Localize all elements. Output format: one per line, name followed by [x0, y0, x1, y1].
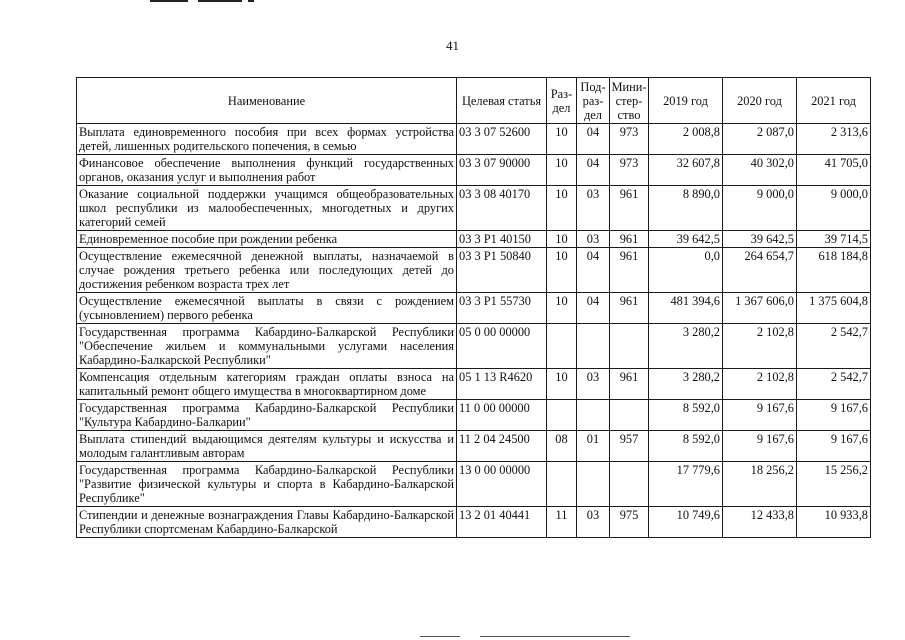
cell-subsection: 03 — [577, 231, 610, 248]
cell-name: Компенсация отдельным категориям граждан оплаты взноса на капитальный ремонт общего имущества в многоквартирном доме — [77, 369, 457, 400]
table-row — [77, 324, 871, 369]
cell-2020: 2 102,8 — [723, 324, 797, 369]
cell-ministry: 973 — [610, 155, 649, 186]
header-target: Целевая статья — [457, 78, 547, 124]
cell-subsection: 01 — [577, 431, 610, 462]
cell-subsection — [577, 324, 610, 369]
cell-subsection: 03 — [577, 186, 610, 231]
cell-2021: 2 313,6 — [797, 124, 871, 155]
header-row — [77, 78, 871, 124]
cell-target: 03 3 07 52600 — [457, 124, 547, 155]
cell-target: 03 3 P1 40150 — [457, 231, 547, 248]
cell-2021: 9 167,6 — [797, 400, 871, 431]
cell-2019: 8 890,0 — [649, 186, 723, 231]
bottom-edge-mark — [480, 636, 630, 637]
cell-target: 03 3 P1 55730 — [457, 293, 547, 324]
cell-subsection: 04 — [577, 293, 610, 324]
cell-2019: 39 642,5 — [649, 231, 723, 248]
cell-subsection — [577, 462, 610, 507]
cell-2020: 12 433,8 — [723, 507, 797, 538]
cell-2021: 39 714,5 — [797, 231, 871, 248]
cell-section: 10 — [547, 186, 577, 231]
page-number: 41 — [446, 38, 459, 53]
cell-target: 05 0 00 00000 — [457, 324, 547, 369]
cell-name: Государственная программа Кабардино-Балкарской Республики "Обеспечение жильем и коммунальными услугами населения Кабардино-Балкарской Республики" — [77, 324, 457, 369]
cell-section: 10 — [547, 231, 577, 248]
cell-ministry: 961 — [610, 369, 649, 400]
cell-name: Осуществление ежемесячной денежной выплаты, назначаемой в случае рождения третьего ребенка или последующих детей до достижения ребенком возраста трех лет — [77, 248, 457, 293]
table-row — [77, 507, 871, 538]
cell-subsection: 03 — [577, 507, 610, 538]
cell-name: Осуществление ежемесячной выплаты в связи с рождением (усыновлением) первого ребенка — [77, 293, 457, 324]
table-row — [77, 186, 871, 231]
top-edge-marks — [150, 0, 300, 3]
cell-name: Государственная программа Кабардино-Балкарской Республики "Культура Кабардино-Балкарии" — [77, 400, 457, 431]
cell-subsection: 04 — [577, 124, 610, 155]
cell-section: 10 — [547, 293, 577, 324]
cell-ministry: 961 — [610, 186, 649, 231]
header-ministry: Мини-стер-ство — [611, 79, 647, 122]
table-row — [77, 431, 871, 462]
cell-ministry — [610, 324, 649, 369]
cell-name: Государственная программа Кабардино-Балкарской Республики "Развитие физической культуры и спорта в Кабардино-Балкарской Республике" — [77, 462, 457, 507]
cell-2019: 8 592,0 — [649, 400, 723, 431]
bottom-edge-marks — [420, 636, 670, 638]
table-row — [77, 293, 871, 324]
cell-2019: 3 280,2 — [649, 324, 723, 369]
cell-name: Выплата стипендий выдающимся деятелям культуры и искусства и молодым галантливым авторам — [77, 431, 457, 462]
cell-ministry: 973 — [610, 124, 649, 155]
cell-target: 11 0 00 00000 — [457, 400, 547, 431]
cell-target: 11 2 04 24500 — [457, 431, 547, 462]
table-row — [77, 231, 871, 248]
cell-subsection: 04 — [577, 155, 610, 186]
header-subsection: Под-раз-дел — [577, 78, 610, 124]
top-edge-mark — [248, 0, 254, 2]
cell-section — [547, 462, 577, 507]
table-row — [77, 400, 871, 431]
cell-2020: 2 087,0 — [723, 124, 797, 155]
cell-2019: 8 592,0 — [649, 431, 723, 462]
cell-subsection — [577, 400, 610, 431]
cell-subsection: 04 — [577, 248, 610, 293]
budget-table — [76, 77, 871, 538]
cell-2020: 1 367 606,0 — [723, 293, 797, 324]
cell-subsection: 03 — [577, 369, 610, 400]
cell-ministry: 961 — [610, 293, 649, 324]
cell-2019: 0,0 — [649, 248, 723, 293]
cell-2019: 2 008,8 — [649, 124, 723, 155]
cell-target: 03 3 P1 50840 — [457, 248, 547, 293]
top-edge-mark — [150, 0, 188, 2]
cell-2021: 2 542,7 — [797, 369, 871, 400]
table-row — [77, 155, 871, 186]
cell-section: 10 — [547, 248, 577, 293]
cell-2019: 3 280,2 — [649, 369, 723, 400]
cell-2020: 39 642,5 — [723, 231, 797, 248]
table-row — [77, 248, 871, 293]
cell-target: 03 3 07 90000 — [457, 155, 547, 186]
cell-2021: 15 256,2 — [797, 462, 871, 507]
cell-2021: 2 542,7 — [797, 324, 871, 369]
header-2021: 2021 год — [797, 78, 871, 124]
cell-ministry — [610, 462, 649, 507]
cell-name: Оказание социальной поддержки учащимся общеобразовательных школ республики из малообеспеченных, многодетных и других категорий семей — [77, 186, 457, 231]
cell-2021: 10 933,8 — [797, 507, 871, 538]
cell-2020: 2 102,8 — [723, 369, 797, 400]
header-name: Наименование — [77, 78, 457, 124]
cell-2019: 32 607,8 — [649, 155, 723, 186]
cell-2020: 40 302,0 — [723, 155, 797, 186]
cell-ministry — [610, 400, 649, 431]
cell-section — [547, 324, 577, 369]
table-body — [77, 124, 871, 538]
cell-section: 10 — [547, 155, 577, 186]
cell-2020: 9 167,6 — [723, 431, 797, 462]
cell-2021: 9 000,0 — [797, 186, 871, 231]
table-row — [77, 462, 871, 507]
table-row — [77, 369, 871, 400]
cell-2021: 9 167,6 — [797, 431, 871, 462]
cell-section: 10 — [547, 124, 577, 155]
cell-2020: 9 167,6 — [723, 400, 797, 431]
header-section: Раз-дел — [547, 78, 577, 124]
cell-target: 05 1 13 R4620 — [457, 369, 547, 400]
bottom-edge-mark — [420, 636, 460, 637]
header-2019: 2019 год — [649, 78, 723, 124]
cell-2019: 481 394,6 — [649, 293, 723, 324]
cell-2021: 41 705,0 — [797, 155, 871, 186]
cell-ministry: 961 — [610, 248, 649, 293]
cell-ministry: 975 — [610, 507, 649, 538]
cell-2021: 618 184,8 — [797, 248, 871, 293]
cell-ministry: 961 — [610, 231, 649, 248]
cell-section: 08 — [547, 431, 577, 462]
top-edge-mark — [198, 0, 242, 2]
cell-name: Выплата единовременного пособия при всех формах устройства детей, лишенных родительского попечения, в семью — [77, 124, 457, 155]
cell-name: Единовременное пособие при рождении ребенка — [77, 231, 457, 248]
header-2020: 2020 год — [723, 78, 797, 124]
cell-2019: 17 779,6 — [649, 462, 723, 507]
cell-2020: 264 654,7 — [723, 248, 797, 293]
table-row — [77, 124, 871, 155]
cell-target: 13 2 01 40441 — [457, 507, 547, 538]
cell-section: 10 — [547, 369, 577, 400]
cell-2019: 10 749,6 — [649, 507, 723, 538]
cell-name: Финансовое обеспечение выполнения функций государственных органов, оказания услуг и выполнения работ — [77, 155, 457, 186]
cell-2020: 18 256,2 — [723, 462, 797, 507]
cell-ministry: 957 — [610, 431, 649, 462]
cell-section: 11 — [547, 507, 577, 538]
cell-2020: 9 000,0 — [723, 186, 797, 231]
cell-target: 13 0 00 00000 — [457, 462, 547, 507]
cell-section — [547, 400, 577, 431]
table-header — [77, 78, 871, 124]
cell-target: 03 3 08 40170 — [457, 186, 547, 231]
cell-name: Стипендии и денежные вознаграждения Главы Кабардино-Балкарской Республики спортсменам Кабардино-Балкарской — [77, 507, 457, 538]
cell-2021: 1 375 604,8 — [797, 293, 871, 324]
